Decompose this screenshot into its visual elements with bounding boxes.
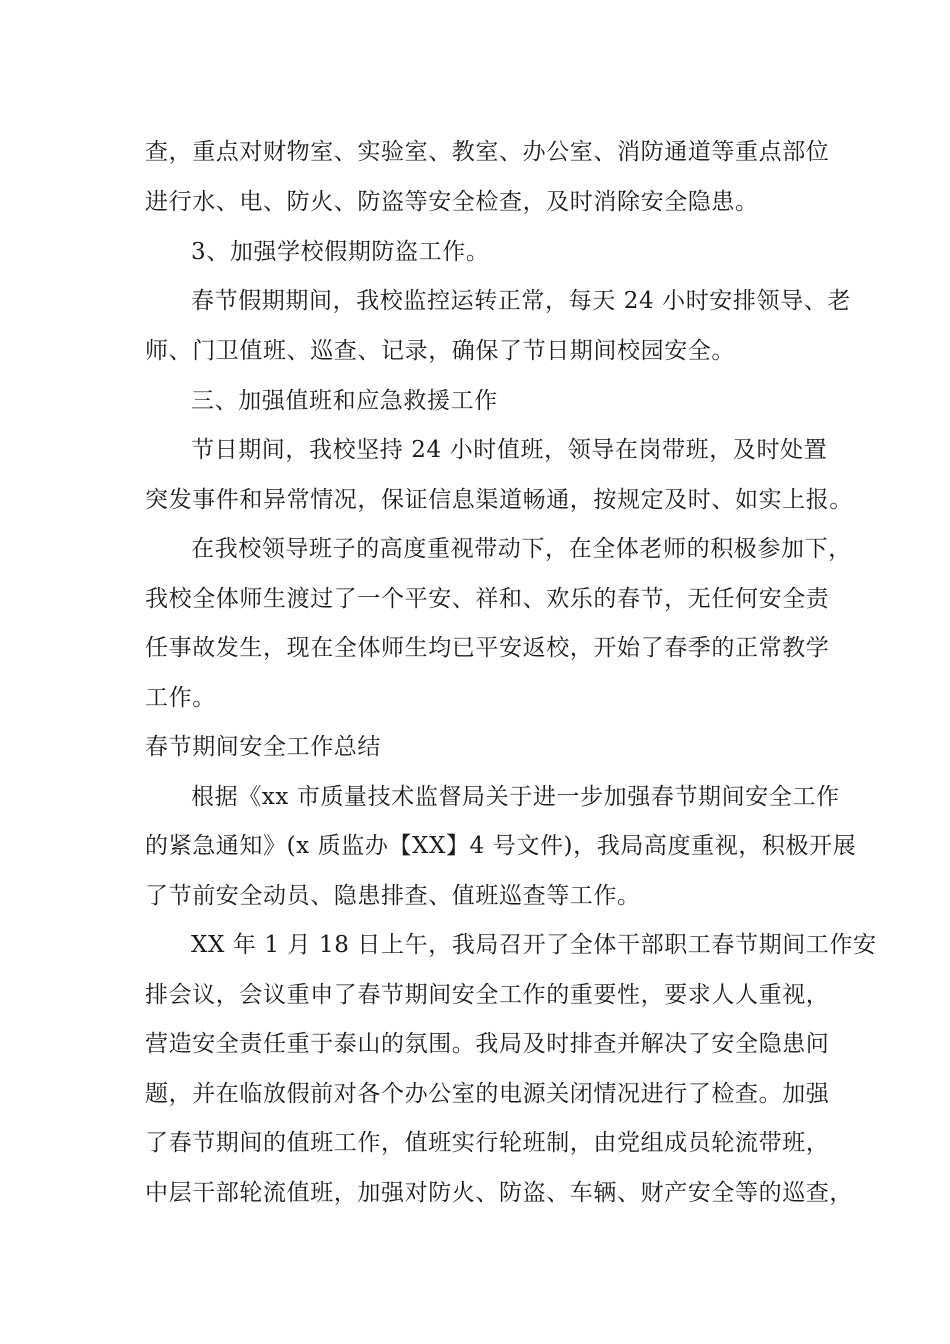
text-line: 师、门卫值班、巡查、记录，确保了节日期间校园安全。 [145, 338, 735, 364]
section-heading: 3、加强学校假期防盗工作。 [191, 239, 490, 265]
text-line: 题，并在临放假前对各个办公室的电源关闭情况进行了检查。加强 [145, 1081, 830, 1107]
section-heading: 三、加强值班和应急救援工作 [191, 388, 498, 414]
text-line: XX 年 1 月 18 日上午，我局召开了全体干部职工春节期间工作安 [191, 932, 877, 958]
text-line: 了节前安全动员、隐患排查、值班巡查等工作。 [145, 883, 641, 909]
text-line: 春节假期期间，我校监控运转正常，每天 24 小时安排领导、老 [191, 288, 851, 314]
text-line: 根据《xx 市质量技术监督局关于进一步加强春节期间安全工作 [191, 784, 840, 810]
text-line: 工作。 [145, 685, 216, 711]
text-line: 了春节期间的值班工作，值班实行轮班制，由党组成员轮流带班， [145, 1130, 830, 1156]
text-line: 营造安全责任重于泰山的氛围。我局及时排查并解决了安全隐患问 [145, 1031, 830, 1057]
document-title: 春节期间安全工作总结 [145, 734, 381, 760]
text-line: 中层干部轮流值班，加强对防火、防盗、车辆、财产安全等的巡查， [145, 1180, 853, 1206]
text-line: 在我校领导班子的高度重视带动下，在全体老师的积极参加下， [191, 536, 852, 562]
text-line: 我校全体师生渡过了一个平安、祥和、欢乐的春节，无任何安全责 [145, 586, 830, 612]
text-line: 节日期间，我校坚持 24 小时值班，领导在岗带班，及时处置 [191, 437, 828, 463]
text-line: 查，重点对财物室、实验室、教室、办公室、消防通道等重点部位 [145, 139, 830, 165]
text-line: 任事故发生，现在全体师生均已平安返校，开始了春季的正常教学 [145, 635, 830, 661]
text-line: 突发事件和异常情况，保证信息渠道畅通，按规定及时、如实上报。 [145, 487, 853, 513]
text-line: 排会议，会议重申了春节期间安全工作的重要性，要求人人重视， [145, 982, 830, 1008]
text-line: 进行水、电、防火、防盗等安全检查，及时消除安全隐患。 [145, 189, 759, 215]
text-line: 的紧急通知》(x 质监办【XX】4 号文件)，我局高度重视，积极开展 [145, 833, 857, 859]
